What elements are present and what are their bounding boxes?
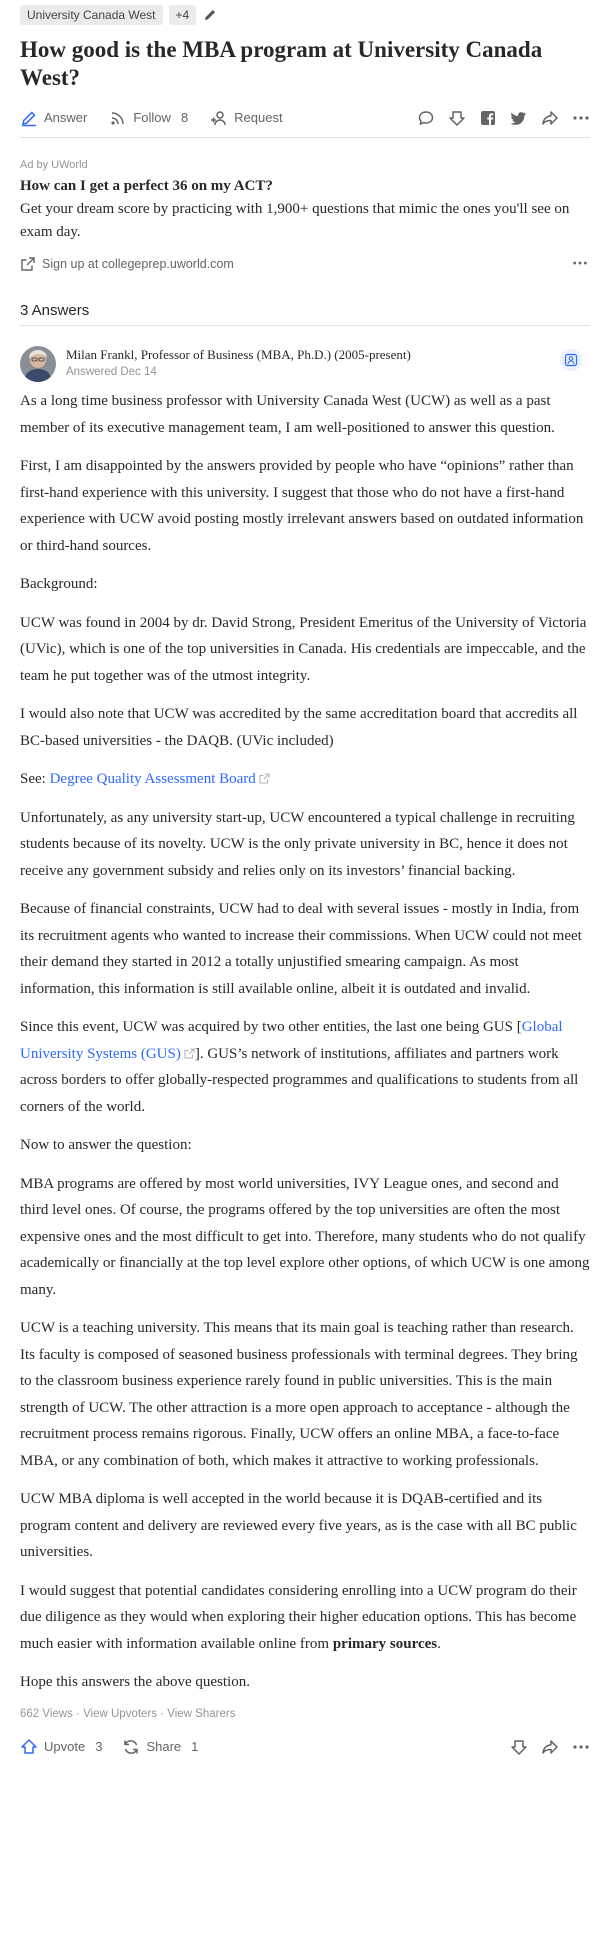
views-count: 662 Views — [20, 1707, 73, 1720]
view-upvoters-link[interactable]: View Upvoters — [83, 1707, 158, 1720]
answer-action-bar — [20, 1730, 590, 1764]
answer-paragraph: Unfortunately, as any university start-up, UCW encountered a typical challenge in recruiting students because of its novelty. UCW is the only private university in BC, hence it does not receive any government subsidy and relies only on its investors’ financial backing. — [20, 809, 575, 879]
ad-block — [20, 138, 590, 274]
p14-prefix: I would suggest that potential candidates considering enrolling into a UCW program do their due diligence as they would when exploring their higher education options. This has become much easier with information available online from — [20, 1582, 577, 1652]
see-prefix: See: — [20, 771, 50, 787]
answer-card — [20, 346, 590, 1764]
answer-paragraph — [20, 1578, 590, 1658]
question-title: How good is the MBA program at University Canada West? — [20, 37, 543, 90]
upvote-count: 3 — [95, 1739, 103, 1754]
answer-paragraph: UCW MBA diploma is well accepted in the world because it is DQAB-certified and its program content and delivery are reviewed every five years, as is the case with all BC public universities. — [20, 1491, 577, 1560]
answer-button[interactable] — [20, 109, 87, 127]
upvote-label: Upvote — [44, 1739, 86, 1754]
ad-link[interactable] — [20, 254, 590, 274]
reshare-icon — [122, 1738, 140, 1756]
answers-count-header: 3 Answers — [20, 296, 590, 326]
answer-paragraph: Because of financial constraints, UCW had to deal with several issues - mostly in India, from its recruitment agents who wanted to increase their commissions. When UCW could not meet their demand they started in 2012 a totally unjustified smearing campaign. As most information, this information is still available online, albeit it is outdated and invalid. — [20, 901, 582, 997]
answer-body — [20, 388, 590, 1696]
view-sharers-link[interactable]: View Sharers — [167, 1707, 236, 1720]
answer-author-row — [20, 346, 590, 386]
ad-link-text: Sign up at collegeprep.uworld.com — [42, 257, 234, 271]
comment-icon[interactable] — [417, 109, 435, 127]
stats-separator: · — [72, 1707, 84, 1720]
twitter-icon[interactable] — [510, 109, 528, 127]
more-topics-chip[interactable]: +4 — [169, 5, 197, 25]
answer-paragraph: UCW was found in 2004 by dr. David Strong, President Emeritus of the University of Victoria (UVic), which is one of the top universities in Canada. His credentials are impeccable, and the team he put together was of the utmost integrity. — [20, 614, 587, 684]
follow-label: Follow — [133, 110, 171, 125]
follow-count: 8 — [180, 110, 189, 125]
ad-label: Ad by UWorld — [20, 159, 88, 171]
answer-paragraph: Background: — [20, 576, 98, 592]
answer-paragraph: MBA programs are offered by most world universities, IVY League ones, and second and third level ones. Of course, the programs offered by the top universities are often the most expensive ones and the most difficult to get into. Therefore, many students who do not qualify academically or financially at the top level explore other options, of which UCW is one among many. — [20, 1175, 590, 1298]
answer-paragraph — [20, 766, 590, 793]
external-link-icon — [20, 256, 36, 272]
follow-button[interactable] — [109, 109, 188, 127]
answer-paragraph: As a long time business professor with University Canada West (UCW) as well as a past member of its executive management team, I am well-positioned to answer this question. — [20, 393, 555, 436]
gus-suffix: ]. GUS’s network of institutions, affiliates and partners work across borders to offer globally-respected programmes and qualifications to students from all corners of the world. — [20, 1045, 579, 1115]
ad-more-options-icon[interactable] — [572, 255, 590, 273]
stats-separator: · — [157, 1707, 168, 1720]
follow-author-button[interactable] — [560, 349, 582, 371]
share-label: Share — [146, 1739, 182, 1754]
request-button[interactable] — [210, 109, 282, 127]
answer-date[interactable]: Answered Dec 14 — [66, 366, 157, 378]
external-link-icon — [259, 773, 270, 784]
topic-row — [20, 4, 590, 26]
downvote-icon[interactable] — [448, 109, 466, 127]
share-button[interactable] — [122, 1738, 198, 1756]
question-action-bar — [20, 98, 590, 138]
answer-more-options-icon[interactable] — [572, 1738, 590, 1756]
follow-rss-icon — [109, 109, 127, 127]
answer-paragraph: UCW is a teaching university. This means that its main goal is teaching rather than research. Its faculty is composed of seasoned business professionals with terminal degrees. They bring to the classroom business experience rarely found in public universities. This is the main strength of UCW. The other attraction is a more open approach to acceptance - although the recruitment process remains rigorous. Finally, UCW offers an online MBA, a face-to-face MBA, or any combination of both, which makes it attractive to working professionals. — [20, 1320, 578, 1469]
avatar[interactable] — [20, 346, 56, 382]
p14-suffix: . — [437, 1635, 441, 1652]
request-user-icon — [210, 109, 228, 127]
dqab-link[interactable]: Degree Quality Assessment Board — [49, 771, 256, 787]
follow-author-icon — [564, 353, 578, 367]
gus-prefix: Since this event, UCW was acquired by two other entities, the last one being GUS [ — [20, 1019, 522, 1035]
more-options-icon[interactable] — [572, 109, 590, 127]
primary-sources-text: primary sources — [332, 1635, 438, 1652]
gus-link[interactable]: Global University Systems (GUS) — [20, 1019, 563, 1062]
external-link-icon — [184, 1048, 195, 1059]
answer-author-name[interactable]: Milan Frankl, Professor of Business (MBA, Ph.D.) (2005-present) — [66, 347, 411, 362]
upvote-button[interactable] — [20, 1738, 102, 1756]
upvote-icon — [20, 1738, 38, 1756]
topic-chip[interactable]: University Canada West — [20, 5, 163, 25]
share-icon[interactable] — [541, 109, 559, 127]
share-count: 1 — [191, 1739, 199, 1754]
answer-paragraph: Now to answer the question: — [20, 1137, 192, 1153]
ad-question[interactable]: How can I get a perfect 36 on my ACT? — [20, 178, 273, 194]
pencil-icon[interactable] — [202, 7, 218, 23]
facebook-icon[interactable] — [479, 109, 497, 127]
request-label: Request — [234, 110, 283, 125]
answer-share-icon[interactable] — [541, 1738, 559, 1756]
edit-answer-icon — [20, 109, 38, 127]
answer-paragraph: Hope this answers the above question. — [20, 1674, 250, 1690]
answer-stats — [20, 1706, 590, 1722]
ad-body[interactable]: Get your dream score by practicing with 1,900+ questions that mimic the ones you'll see on exam day. — [20, 201, 570, 240]
answer-paragraph: I would also note that UCW was accredited by the same accreditation board that accredits all BC-based universities - the DAQB. (UVic included) — [20, 706, 578, 749]
answer-paragraph — [20, 1014, 590, 1120]
answer-label: Answer — [44, 110, 88, 125]
answer-downvote-icon[interactable] — [510, 1738, 528, 1756]
answer-paragraph: First, I am disappointed by the answers provided by people who have “opinions” rather than first-hand experience with this university. I suggest that those who do not have a first-hand experience with UCW avoid posting mostly irrelevant answers based on outdated information or third-hand sources. — [20, 458, 584, 554]
